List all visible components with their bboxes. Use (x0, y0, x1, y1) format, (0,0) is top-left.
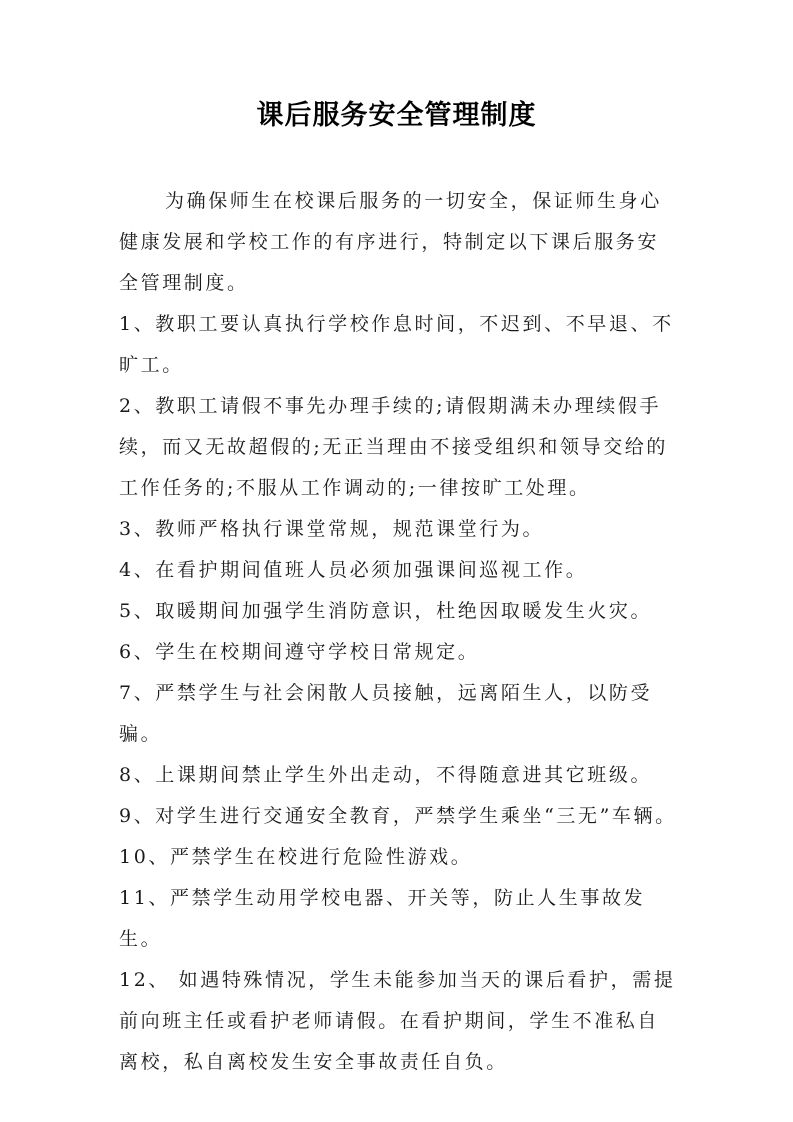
rule-item: 5、取暖期间加强学生消防意识，杜绝因取暖发生火灾。 (119, 600, 653, 622)
rule-item: 12、 如遇特殊情况，学生未能参加当天的课后看护，需提前向班主任或看护老师请假。在看护期间，学生不准私自离校，私自离校发生安全事故责任自负。 (119, 969, 676, 1073)
rule-item: 8、上课期间禁止学生外出走动，不得随意进其它班级。 (119, 764, 653, 786)
rule-item: 11、严禁学生动用学校电器、开关等，防止人生事故发生。 (119, 887, 646, 950)
rule-item: 9、对学生进行交通安全教育，严禁学生乘坐“三无”车辆。 (119, 805, 677, 827)
rule-item: 7、严禁学生与社会闲散人员接触，远离陌生人，以防受骗。 (119, 682, 653, 745)
rule-item: 1、教职工要认真执行学校作息时间，不迟到、不早退、不旷工。 (119, 313, 674, 376)
document-title: 课后服务安全管理制度 (256, 100, 537, 131)
intro-paragraph: 为确保师生在校课后服务的一切安全，保证师生身心健康发展和学校工作的有序进行，特制定以下课后服务安全管理制度。 (119, 190, 662, 294)
document-body (119, 181, 679, 1083)
rule-item: 6、学生在校期间遵守学校日常规定。 (119, 641, 480, 663)
rule-item: 3、教师严格执行课堂常规，规范课堂行为。 (119, 518, 545, 540)
rule-item: 10、严禁学生在校进行危险性游戏。 (119, 846, 473, 868)
rule-item: 4、在看护期间值班人员必须加强课间巡视工作。 (119, 559, 588, 581)
rule-item: 2、教职工请假不事先办理手续的;请假期满未办理续假手续，而又无故超假的;无正当理由不接受组织和领导交给的工作任务的;不服从工作调动的;一律按旷工处理。 (119, 395, 669, 499)
